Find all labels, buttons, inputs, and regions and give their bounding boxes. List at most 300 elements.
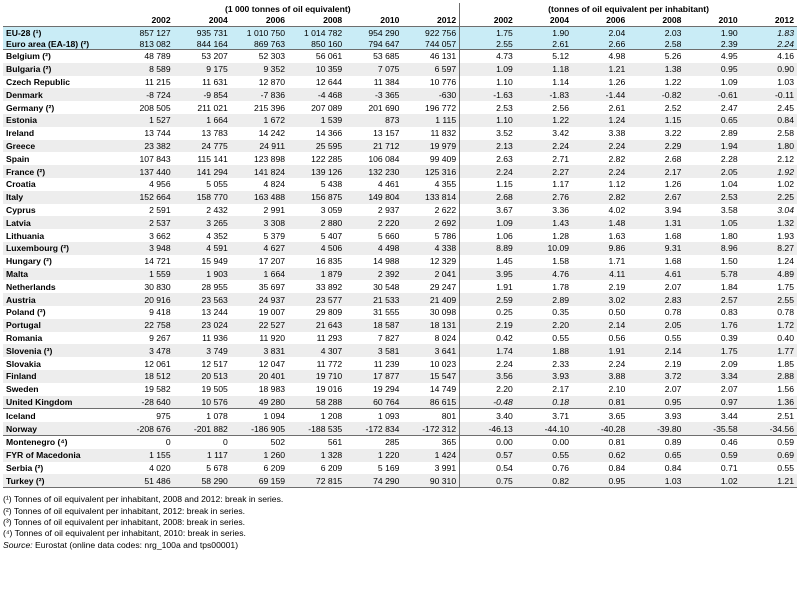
- per-capita-cell: 0.81: [572, 396, 628, 409]
- table-row: [3, 38, 797, 50]
- row-label: Montenegro (⁴): [6, 437, 68, 448]
- per-capita-cell: 8.96: [684, 242, 740, 255]
- per-capita-cell: 2.45: [777, 102, 794, 113]
- per-capita-cell: 0.55: [777, 462, 794, 473]
- year-header: 2008: [628, 14, 684, 27]
- value-cell: 15 547: [402, 370, 459, 383]
- per-capita-cell: 0.55: [552, 332, 570, 343]
- value-cell: 2 432: [206, 204, 228, 215]
- per-capita-cell: 2.89: [720, 128, 738, 139]
- value-cell: 561: [327, 437, 343, 448]
- row-label: Italy: [3, 191, 116, 204]
- row-label: Finland: [3, 370, 116, 383]
- per-capita-cell: 2.29: [628, 140, 684, 153]
- per-capita-cell: 0.54: [460, 462, 516, 475]
- table-row: [3, 63, 797, 76]
- value-cell: -172 834: [345, 422, 402, 435]
- year-header: 2006: [231, 14, 288, 27]
- per-capita-cell: 10.09: [516, 242, 572, 255]
- value-cell: 30 830: [144, 281, 171, 292]
- per-capita-cell: 1.15: [628, 114, 684, 127]
- table-row: [3, 204, 797, 217]
- per-capita-cell: 2.82: [608, 153, 626, 164]
- per-capita-cell: 2.24: [741, 38, 797, 50]
- value-cell: 18 131: [402, 319, 459, 332]
- year-header: 2010: [684, 14, 740, 27]
- value-cell: 8 589: [116, 63, 173, 76]
- value-cell: 954 290: [345, 27, 402, 39]
- table-row: [3, 191, 797, 204]
- per-capita-cell: 9.86: [572, 242, 628, 255]
- year-header: 2012: [402, 14, 459, 27]
- per-capita-cell: 2.52: [664, 102, 682, 113]
- value-cell: 53 207: [201, 51, 228, 62]
- table-row: [3, 152, 797, 165]
- per-capita-cell: 0.50: [608, 307, 626, 318]
- value-cell: 15 949: [201, 256, 228, 267]
- value-cell: 19 007: [258, 307, 286, 318]
- per-capita-cell: 0.57: [460, 449, 516, 462]
- per-capita-cell: 2.24: [572, 140, 628, 153]
- per-capita-cell: 2.28: [720, 153, 738, 164]
- per-capita-cell: 3.40: [460, 409, 516, 422]
- per-capita-cell: 2.51: [777, 410, 794, 421]
- per-capita-cell: 1.02: [684, 474, 740, 487]
- table-row: [3, 435, 797, 448]
- value-cell: 35 697: [258, 281, 286, 292]
- per-capita-cell: 2.09: [720, 358, 738, 369]
- per-capita-cell: 1.84: [720, 281, 738, 292]
- value-cell: 4 591: [174, 242, 231, 255]
- row-label: Netherlands: [6, 281, 56, 292]
- value-cell: 11 384: [373, 76, 400, 87]
- per-capita-cell: -35.58: [684, 422, 740, 435]
- per-capita-cell: 1.18: [516, 63, 572, 76]
- per-capita-cell: 1.09: [460, 216, 516, 229]
- row-label: Greece: [3, 140, 116, 153]
- value-cell: 149 804: [345, 191, 402, 204]
- value-cell: 21 712: [345, 140, 402, 153]
- per-capita-cell: 0.89: [664, 437, 682, 448]
- per-capita-cell: 1.22: [516, 114, 572, 127]
- row-label: Croatia: [6, 179, 36, 190]
- per-capita-cell: 1.58: [552, 256, 570, 267]
- per-capita-cell: 0.95: [572, 474, 628, 487]
- per-capita-cell: 3.93: [516, 370, 572, 383]
- per-capita-cell: 2.27: [516, 165, 572, 178]
- per-capita-cell: 3.38: [608, 128, 626, 139]
- per-capita-cell: 0.71: [720, 462, 738, 473]
- value-cell: 21 409: [402, 293, 459, 306]
- per-capita-cell: -0.61: [684, 88, 740, 101]
- value-cell: 3 641: [402, 344, 459, 357]
- per-capita-cell: 1.80: [741, 140, 797, 153]
- row-label: Luxembourg (²): [3, 242, 116, 255]
- value-cell: 365: [441, 437, 457, 448]
- row-label: Malta: [3, 268, 116, 281]
- per-capita-cell: 2.67: [628, 191, 684, 204]
- value-cell: 141 824: [231, 165, 288, 178]
- value-cell: 23 024: [174, 319, 231, 332]
- value-cell: 158 770: [174, 191, 231, 204]
- per-capita-cell: 2.82: [572, 191, 628, 204]
- value-cell: 18 983: [258, 384, 286, 395]
- per-capita-cell: -1.44: [572, 88, 628, 101]
- value-cell: 2 392: [345, 268, 402, 281]
- per-capita-cell: 3.02: [572, 293, 628, 306]
- year-header-row: [3, 14, 797, 27]
- per-capita-cell: 5.26: [664, 51, 682, 62]
- value-cell: 29 809: [315, 307, 343, 318]
- table-row: [3, 101, 797, 114]
- per-capita-cell: 1.21: [741, 474, 797, 487]
- value-cell: 1 539: [288, 114, 345, 127]
- value-cell: 9 175: [174, 63, 231, 76]
- value-cell: 6 209: [320, 462, 343, 473]
- value-cell: 5 678: [206, 462, 228, 473]
- value-cell: 19 710: [288, 370, 345, 383]
- per-capita-cell: 0.83: [720, 307, 738, 318]
- per-capita-cell: 2.07: [664, 384, 682, 395]
- value-cell: 69 159: [231, 474, 288, 487]
- value-cell: 4 338: [402, 242, 459, 255]
- value-cell: 16 835: [315, 256, 343, 267]
- value-cell: 13 744: [144, 128, 171, 139]
- table-row: [3, 242, 797, 255]
- per-capita-cell: 2.68: [460, 191, 516, 204]
- value-cell: 11 215: [144, 76, 171, 87]
- value-cell: 215 396: [253, 102, 286, 113]
- value-cell: 1 903: [174, 268, 231, 281]
- corner-cell: [3, 3, 116, 14]
- per-capita-cell: 1.02: [777, 179, 794, 190]
- year-header: 2002: [116, 14, 173, 27]
- per-capita-cell: 3.65: [608, 410, 626, 421]
- per-capita-cell: 1.03: [628, 474, 684, 487]
- value-cell: 58 290: [174, 474, 231, 487]
- value-cell: -28 640: [116, 396, 173, 409]
- value-cell: 201 690: [368, 102, 400, 113]
- per-capita-cell: 0.95: [684, 63, 740, 76]
- per-capita-cell: 1.90: [516, 27, 572, 39]
- row-label: Czech Republic: [6, 76, 70, 87]
- table-row: [3, 332, 797, 345]
- table-row: [3, 409, 797, 422]
- per-capita-cell: 4.89: [741, 268, 797, 281]
- per-capita-cell: 1.03: [777, 76, 794, 87]
- value-cell: -8 724: [116, 88, 173, 101]
- value-cell: 1 117: [174, 449, 231, 462]
- per-capita-cell: 1.24: [777, 256, 794, 267]
- table-row: [3, 280, 797, 293]
- value-cell: 844 164: [174, 38, 231, 50]
- per-capita-cell: 1.68: [664, 256, 682, 267]
- per-capita-cell: 0.69: [741, 449, 797, 462]
- table-row: [3, 88, 797, 101]
- per-capita-cell: 1.28: [552, 230, 570, 241]
- value-cell: 14 749: [429, 384, 457, 395]
- table-row: [3, 293, 797, 306]
- per-capita-cell: 0.78: [664, 307, 682, 318]
- per-capita-cell: 1.75: [460, 27, 516, 39]
- value-cell: 11 936: [202, 332, 228, 343]
- row-label: Iceland: [6, 410, 36, 421]
- per-capita-cell: 8.89: [460, 242, 516, 255]
- value-cell: 99 409: [429, 153, 457, 164]
- per-capita-cell: 2.24: [516, 140, 572, 153]
- row-label: Latvia: [3, 216, 116, 229]
- value-cell: 1 208: [320, 410, 343, 421]
- value-cell: -201 882: [174, 422, 231, 435]
- value-cell: 5 407: [320, 230, 343, 241]
- year-header-blank: [3, 14, 116, 27]
- value-cell: 7 827: [377, 332, 400, 343]
- value-cell: 211 021: [197, 102, 228, 113]
- per-capita-cell: 1.21: [572, 63, 628, 76]
- value-cell: 5 786: [434, 230, 457, 241]
- row-label: Serbia (²): [6, 462, 44, 473]
- value-cell: 156 875: [288, 191, 345, 204]
- per-capita-cell: 0.84: [608, 462, 626, 473]
- value-cell: 11 920: [259, 332, 286, 343]
- per-capita-cell: 2.20: [460, 383, 516, 396]
- value-cell: 2 220: [345, 216, 402, 229]
- per-capita-cell: 2.76: [516, 191, 572, 204]
- value-cell: 23 382: [116, 140, 173, 153]
- row-label: Bulgaria (²): [3, 63, 116, 76]
- per-capita-cell: 2.14: [628, 344, 684, 357]
- value-cell: 1 220: [345, 449, 402, 462]
- per-capita-cell: 0.78: [777, 307, 794, 318]
- value-cell: 18 512: [116, 370, 173, 383]
- per-capita-cell: 1.24: [572, 114, 628, 127]
- value-cell: 0: [223, 437, 228, 448]
- value-cell: 20 513: [174, 370, 231, 383]
- value-cell: 30 098: [429, 307, 457, 318]
- year-header: 2004: [516, 14, 572, 27]
- value-cell: 873: [345, 114, 402, 127]
- per-capita-cell: 2.04: [572, 27, 628, 39]
- value-cell: -208 676: [116, 422, 173, 435]
- value-cell: 107 843: [139, 153, 171, 164]
- per-capita-cell: 2.59: [460, 293, 516, 306]
- value-cell: 10 576: [174, 396, 231, 409]
- value-cell: 56 061: [315, 51, 343, 62]
- row-label: Norway: [3, 422, 116, 435]
- per-capita-cell: 8.27: [741, 242, 797, 255]
- per-capita-cell: 2.58: [777, 128, 794, 139]
- value-cell: 1 094: [263, 410, 286, 421]
- per-capita-cell: 3.52: [460, 127, 516, 140]
- table-row: [3, 370, 797, 383]
- value-cell: 74 290: [345, 474, 402, 487]
- value-cell: 163 488: [231, 191, 288, 204]
- per-capita-cell: 4.76: [516, 268, 572, 281]
- per-capita-cell: 1.63: [608, 230, 626, 241]
- value-cell: 208 505: [139, 102, 171, 113]
- per-capita-cell: 4.73: [460, 50, 516, 63]
- per-capita-cell: 3.94: [664, 204, 682, 215]
- per-capita-cell: 0.81: [608, 437, 626, 448]
- value-cell: -9 854: [174, 88, 231, 101]
- per-capita-cell: 2.19: [608, 281, 626, 292]
- row-label: Ireland: [6, 128, 35, 139]
- value-cell: 13 783: [201, 128, 228, 139]
- per-capita-cell: 1.15: [460, 178, 516, 191]
- value-cell: 4 627: [231, 242, 288, 255]
- per-capita-cell: 1.72: [741, 319, 797, 332]
- value-cell: 5 438: [320, 179, 343, 190]
- per-capita-cell: 0.84: [664, 462, 682, 473]
- value-cell: 14 721: [144, 256, 171, 267]
- value-cell: 29 247: [429, 281, 457, 292]
- value-cell: 141 294: [174, 165, 231, 178]
- value-cell: 14 242: [258, 128, 286, 139]
- per-capita-cell: 1.45: [460, 255, 516, 268]
- per-capita-cell: 1.94: [684, 140, 740, 153]
- value-cell: 33 892: [315, 281, 343, 292]
- unit-right-header: (tonnes of oil equivalent per inhabitant): [460, 3, 797, 14]
- table-row: [3, 474, 797, 487]
- per-capita-cell: 0.76: [552, 462, 570, 473]
- value-cell: 28 955: [201, 281, 228, 292]
- per-capita-cell: 1.77: [741, 344, 797, 357]
- per-capita-cell: 1.75: [684, 344, 740, 357]
- value-cell: 3 948: [116, 242, 173, 255]
- value-cell: 2 991: [263, 204, 286, 215]
- value-cell: -630: [402, 88, 459, 101]
- table-row: [3, 396, 797, 409]
- per-capita-cell: 2.24: [572, 165, 628, 178]
- per-capita-cell: -40.28: [572, 422, 628, 435]
- row-label: Estonia: [3, 114, 116, 127]
- value-cell: 19 505: [201, 384, 228, 395]
- value-cell: 3 478: [116, 344, 173, 357]
- table-row: [3, 357, 797, 370]
- per-capita-cell: 1.10: [460, 76, 516, 89]
- value-cell: 132 230: [345, 165, 402, 178]
- per-capita-cell: 3.04: [777, 204, 794, 215]
- value-cell: 813 082: [116, 38, 173, 50]
- per-capita-cell: 2.17: [628, 165, 684, 178]
- value-cell: 19 979: [402, 140, 459, 153]
- per-capita-cell: 1.26: [664, 179, 682, 190]
- per-capita-cell: 3.88: [572, 370, 628, 383]
- value-cell: 4 824: [263, 179, 286, 190]
- value-cell: 285: [385, 437, 400, 448]
- table-row: [3, 268, 797, 281]
- per-capita-cell: 2.17: [552, 384, 570, 395]
- value-cell: 9 418: [149, 307, 171, 318]
- per-capita-cell: 1.93: [777, 230, 794, 241]
- table-row: [3, 344, 797, 357]
- value-cell: 12 644: [315, 76, 343, 87]
- row-label: Poland (²): [6, 307, 46, 318]
- per-capita-cell: 2.57: [684, 293, 740, 306]
- value-cell: 22 758: [116, 319, 173, 332]
- row-label: Portugal: [3, 319, 116, 332]
- row-label: Lithuania: [6, 230, 45, 241]
- value-cell: 207 089: [311, 102, 343, 113]
- per-capita-cell: 5.78: [684, 268, 740, 281]
- value-cell: 137 440: [116, 165, 173, 178]
- row-label: France (²): [3, 165, 116, 178]
- value-cell: 2 622: [434, 204, 457, 215]
- per-capita-cell: 0.82: [516, 474, 572, 487]
- value-cell: 2 041: [402, 268, 459, 281]
- per-capita-cell: 0.18: [516, 396, 572, 409]
- per-capita-cell: 2.13: [460, 140, 516, 153]
- per-capita-cell: 1.91: [572, 344, 628, 357]
- value-cell: 1 093: [377, 410, 400, 421]
- per-capita-cell: -0.82: [628, 88, 684, 101]
- per-capita-cell: 0.55: [516, 449, 572, 462]
- value-cell: 7 075: [345, 63, 402, 76]
- value-cell: 11 832: [430, 128, 457, 139]
- per-capita-cell: 2.88: [741, 370, 797, 383]
- per-capita-cell: -0.11: [741, 88, 797, 101]
- per-capita-cell: -0.48: [460, 396, 516, 409]
- table-row: [3, 50, 797, 63]
- per-capita-cell: 2.10: [608, 384, 626, 395]
- per-capita-cell: 0.65: [684, 114, 740, 127]
- value-cell: 22 527: [231, 319, 288, 332]
- per-capita-cell: 4.02: [608, 204, 626, 215]
- value-cell: 14 366: [315, 128, 343, 139]
- value-cell: 4 956: [149, 179, 171, 190]
- per-capita-cell: 2.63: [460, 152, 516, 165]
- value-cell: 24 911: [231, 140, 288, 153]
- value-cell: 1 879: [288, 268, 345, 281]
- footnote: (⁴) Tonnes of oil equivalent per inhabitant, 2010: break in series.: [3, 528, 246, 539]
- per-capita-cell: 1.83: [741, 27, 797, 39]
- per-capita-cell: 2.33: [552, 358, 570, 369]
- per-capita-cell: 3.36: [552, 204, 570, 215]
- row-label: EU-28 (¹): [3, 27, 116, 39]
- per-capita-cell: -39.80: [628, 422, 684, 435]
- per-capita-cell: 3.58: [720, 204, 738, 215]
- value-cell: 115 141: [197, 153, 228, 164]
- source-text: Eurostat (online data codes: nrg_100a and tps00001): [35, 539, 239, 550]
- table-row: [3, 27, 797, 39]
- per-capita-cell: 0.84: [741, 114, 797, 127]
- value-cell: 1 559: [116, 268, 173, 281]
- value-cell: 53 685: [373, 51, 400, 62]
- per-capita-cell: 1.06: [460, 229, 516, 242]
- per-capita-cell: 1.38: [628, 63, 684, 76]
- per-capita-cell: 3.72: [628, 370, 684, 383]
- value-cell: 25 595: [288, 140, 345, 153]
- value-cell: 123 898: [253, 153, 286, 164]
- per-capita-cell: 2.47: [720, 102, 738, 113]
- value-cell: 1 115: [402, 114, 459, 127]
- per-capita-cell: 3.93: [664, 410, 682, 421]
- per-capita-cell: 2.25: [741, 191, 797, 204]
- per-capita-cell: 3.71: [552, 410, 570, 421]
- per-capita-cell: 1.09: [720, 76, 738, 87]
- value-cell: 60 764: [345, 396, 402, 409]
- year-header: 2006: [572, 14, 628, 27]
- footnotes: [3, 494, 797, 551]
- value-cell: 6 209: [263, 462, 286, 473]
- per-capita-cell: 0.39: [720, 332, 738, 343]
- per-capita-cell: 2.07: [720, 384, 738, 395]
- value-cell: 4 461: [377, 179, 400, 190]
- value-cell: 12 517: [201, 358, 228, 369]
- per-capita-cell: 2.53: [684, 191, 740, 204]
- row-label: Denmark: [3, 88, 116, 101]
- per-capita-cell: 1.32: [741, 216, 797, 229]
